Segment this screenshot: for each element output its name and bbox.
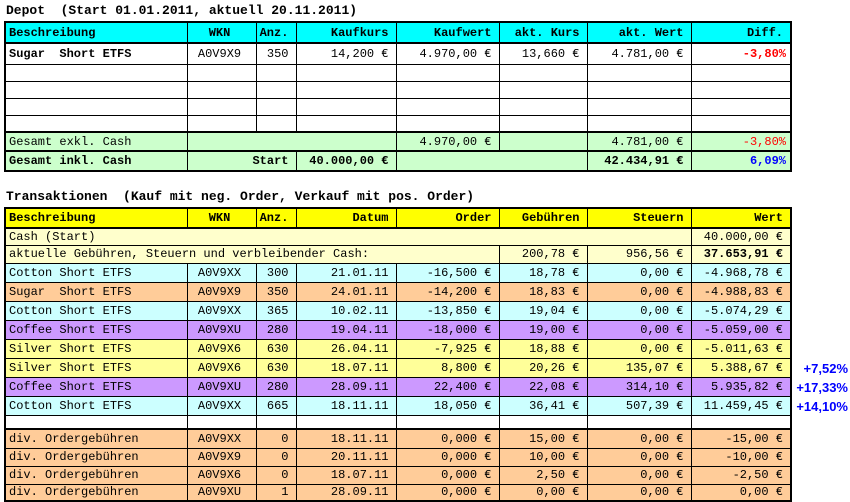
table-cell[interactable]: 18.07.11 — [296, 466, 396, 484]
table-cell[interactable]: -5.011,63 € — [691, 339, 791, 358]
table-cell[interactable]: Coffee Short ETFS — [5, 320, 187, 339]
column-header[interactable]: WKN — [187, 208, 256, 228]
table-cell[interactable]: 350 — [256, 282, 296, 301]
table-cell[interactable]: -16,500 € — [396, 263, 499, 282]
table-cell[interactable]: Cotton Short ETFS — [5, 396, 187, 415]
table-cell[interactable] — [396, 115, 499, 132]
table-cell[interactable] — [587, 81, 691, 98]
table-cell[interactable]: 630 — [256, 358, 296, 377]
table-cell[interactable]: A0V9X6 — [187, 466, 256, 484]
table-cell[interactable]: Start — [187, 151, 296, 171]
table-cell[interactable]: div. Ordergebühren — [5, 429, 187, 448]
table-cell[interactable]: Gesamt inkl. Cash — [5, 151, 187, 171]
table-cell[interactable] — [691, 415, 791, 429]
table-cell[interactable] — [499, 132, 587, 151]
table-cell[interactable]: 4.970,00 € — [396, 132, 499, 151]
table-cell[interactable] — [5, 415, 187, 429]
table-cell[interactable]: div. Ordergebühren — [5, 448, 187, 466]
table-cell[interactable]: 0,00 € — [587, 320, 691, 339]
table-cell[interactable]: 0,00 € — [499, 484, 587, 501]
table-cell[interactable]: -13,850 € — [396, 301, 499, 320]
table-cell[interactable]: 0,000 € — [396, 466, 499, 484]
table-cell[interactable]: A0V9XX — [187, 301, 256, 320]
table-cell[interactable]: 0,00 € — [587, 339, 691, 358]
table-cell[interactable]: 22,400 € — [396, 377, 499, 396]
column-header[interactable]: Kaufkurs — [296, 22, 396, 43]
table-cell[interactable]: Coffee Short ETFS — [5, 377, 187, 396]
table-cell[interactable]: 36,41 € — [499, 396, 587, 415]
table-cell[interactable]: 40.000,00 € — [691, 228, 791, 245]
table-cell[interactable]: A0V9XU — [187, 484, 256, 501]
table-cell[interactable]: 507,39 € — [587, 396, 691, 415]
table-cell[interactable]: 4.781,00 € — [587, 43, 691, 64]
transactions-table — [4, 207, 792, 502]
gain-annotation[interactable]: +7,52% — [803, 361, 848, 376]
table-cell[interactable]: 4.970,00 € — [396, 43, 499, 64]
table-cell[interactable]: 5.388,67 € — [691, 358, 791, 377]
table-cell[interactable]: -15,00 € — [691, 429, 791, 448]
table-cell[interactable] — [296, 64, 396, 81]
table-cell[interactable]: 18.07.11 — [296, 358, 396, 377]
table-cell[interactable]: A0V9XU — [187, 377, 256, 396]
table-cell[interactable]: -5.059,00 € — [691, 320, 791, 339]
table-cell[interactable]: 28.09.11 — [296, 377, 396, 396]
table-cell[interactable]: 0 — [256, 466, 296, 484]
transactions-title: Transaktionen (Kauf mit neg. Order, Verkauf mit pos. Order) — [6, 189, 475, 204]
table-cell[interactable]: 135,07 € — [587, 358, 691, 377]
table-cell[interactable]: 26.04.11 — [296, 339, 396, 358]
table-cell[interactable]: 0,00 € — [587, 466, 691, 484]
column-header[interactable]: Beschreibung — [5, 22, 187, 43]
table-cell[interactable]: 11.459,45 € — [691, 396, 791, 415]
table-cell[interactable]: 10,00 € — [499, 448, 587, 466]
table-cell[interactable]: A0V9X9 — [187, 448, 256, 466]
table-cell[interactable]: 0,00 € — [587, 429, 691, 448]
table-cell[interactable] — [5, 81, 187, 98]
table-cell[interactable]: 21.01.11 — [296, 263, 396, 282]
table-cell[interactable] — [499, 98, 587, 115]
table-cell[interactable]: 350 — [256, 43, 296, 64]
table-cell[interactable]: 0,00 € — [587, 448, 691, 466]
table-cell[interactable]: 15,00 € — [499, 429, 587, 448]
table-cell[interactable]: 200,78 € — [499, 245, 587, 263]
table-cell[interactable] — [187, 115, 256, 132]
table-cell[interactable]: div. Ordergebühren — [5, 484, 187, 501]
table-cell[interactable]: A0V9XX — [187, 429, 256, 448]
table-cell[interactable]: 0,000 € — [396, 429, 499, 448]
column-header[interactable]: Diff. — [691, 22, 791, 43]
table-cell[interactable] — [396, 98, 499, 115]
table-cell[interactable] — [499, 81, 587, 98]
table-cell[interactable]: 19,04 € — [499, 301, 587, 320]
table-cell[interactable] — [256, 98, 296, 115]
table-cell[interactable]: 2,50 € — [499, 466, 587, 484]
table-cell[interactable]: 365 — [256, 301, 296, 320]
table-cell[interactable]: 6,09% — [691, 151, 791, 171]
column-header[interactable]: Beschreibung — [5, 208, 187, 228]
table-cell[interactable] — [187, 81, 256, 98]
table-cell[interactable] — [587, 64, 691, 81]
table-cell[interactable]: A0V9XU — [187, 320, 256, 339]
table-cell[interactable] — [187, 415, 256, 429]
table-cell[interactable] — [587, 115, 691, 132]
table-cell[interactable]: 14,200 € — [296, 43, 396, 64]
table-cell[interactable]: -4.968,78 € — [691, 263, 791, 282]
table-cell[interactable] — [187, 132, 396, 151]
table-cell[interactable] — [187, 98, 256, 115]
table-cell[interactable] — [691, 81, 791, 98]
table-cell[interactable]: 630 — [256, 339, 296, 358]
column-header[interactable]: Wert — [691, 208, 791, 228]
table-cell[interactable]: 280 — [256, 320, 296, 339]
column-header[interactable]: Anz. — [256, 22, 296, 43]
table-cell[interactable] — [5, 115, 187, 132]
table-cell[interactable]: A0V9XX — [187, 396, 256, 415]
table-cell[interactable]: 665 — [256, 396, 296, 415]
table-cell[interactable] — [187, 64, 256, 81]
table-cell[interactable]: -2,50 € — [691, 466, 791, 484]
table-cell[interactable] — [5, 64, 187, 81]
table-cell[interactable]: 10.02.11 — [296, 301, 396, 320]
table-cell[interactable]: 8,800 € — [396, 358, 499, 377]
table-cell[interactable]: 0 — [256, 448, 296, 466]
table-cell[interactable]: 28.09.11 — [296, 484, 396, 501]
table-cell[interactable]: 300 — [256, 263, 296, 282]
table-cell[interactable]: Silver Short ETFS — [5, 339, 187, 358]
table-cell[interactable]: Silver Short ETFS — [5, 358, 187, 377]
column-header[interactable]: Kaufwert — [396, 22, 499, 43]
table-cell[interactable] — [256, 415, 296, 429]
column-header[interactable]: Anz. — [256, 208, 296, 228]
table-cell[interactable]: 19,00 € — [499, 320, 587, 339]
table-cell[interactable]: -10,00 € — [691, 448, 791, 466]
depot-table — [4, 21, 792, 172]
gain-annotation[interactable]: +17,33% — [796, 380, 848, 395]
table-cell[interactable]: 0,00 € — [587, 282, 691, 301]
table-cell[interactable]: 0,000 € — [396, 484, 499, 501]
table-cell[interactable]: -7,925 € — [396, 339, 499, 358]
column-header[interactable]: akt. Wert — [587, 22, 691, 43]
table-cell[interactable] — [396, 81, 499, 98]
table-cell[interactable]: A0V9XX — [187, 263, 256, 282]
table-cell[interactable] — [587, 415, 691, 429]
table-cell[interactable] — [587, 98, 691, 115]
table-cell[interactable]: 0,00 € — [587, 484, 691, 501]
table-cell[interactable]: 22,08 € — [499, 377, 587, 396]
table-cell[interactable] — [499, 115, 587, 132]
table-cell[interactable] — [256, 81, 296, 98]
depot-title: Depot (Start 01.01.2011, aktuell 20.11.2011) — [6, 3, 358, 18]
table-cell[interactable]: 5.935,82 € — [691, 377, 791, 396]
table-cell[interactable]: 0,00 € — [587, 301, 691, 320]
table-cell[interactable]: A0V9X9 — [187, 282, 256, 301]
column-header[interactable]: akt. Kurs — [499, 22, 587, 43]
gain-annotation[interactable]: +14,10% — [796, 399, 848, 414]
table-cell[interactable]: 18,83 € — [499, 282, 587, 301]
table-cell[interactable]: div. Ordergebühren — [5, 466, 187, 484]
table-cell[interactable]: -3,80% — [691, 43, 791, 64]
table-cell[interactable]: -5.074,29 € — [691, 301, 791, 320]
column-header[interactable]: WKN — [187, 22, 256, 43]
table-cell[interactable] — [396, 64, 499, 81]
column-header[interactable]: Gebühren — [499, 208, 587, 228]
table-cell[interactable] — [691, 98, 791, 115]
table-cell[interactable]: -14,200 € — [396, 282, 499, 301]
table-cell[interactable] — [499, 415, 587, 429]
table-cell[interactable] — [256, 64, 296, 81]
table-cell[interactable] — [5, 98, 187, 115]
column-header[interactable]: Steuern — [587, 208, 691, 228]
table-cell[interactable]: 18,78 € — [499, 263, 587, 282]
table-cell[interactable]: 24.01.11 — [296, 282, 396, 301]
table-cell[interactable]: 18,050 € — [396, 396, 499, 415]
table-cell[interactable] — [296, 115, 396, 132]
table-cell[interactable]: -3,80% — [691, 132, 791, 151]
table-cell[interactable]: 314,10 € — [587, 377, 691, 396]
column-header[interactable]: Order — [396, 208, 499, 228]
table-cell[interactable]: 956,56 € — [587, 245, 691, 263]
table-cell[interactable]: Cash (Start) — [5, 228, 691, 245]
table-cell[interactable]: Gesamt exkl. Cash — [5, 132, 187, 151]
table-cell[interactable] — [296, 98, 396, 115]
table-cell[interactable]: 13,660 € — [499, 43, 587, 64]
table-cell[interactable] — [396, 151, 587, 171]
table-cell[interactable]: Sugar Short ETFS — [5, 43, 187, 64]
table-cell[interactable]: 0,000 € — [396, 448, 499, 466]
table-cell[interactable]: 0,00 € — [691, 484, 791, 501]
column-header[interactable]: Datum — [296, 208, 396, 228]
table-cell[interactable] — [691, 64, 791, 81]
table-cell[interactable]: 42.434,91 € — [587, 151, 691, 171]
table-cell[interactable]: Cotton Short ETFS — [5, 263, 187, 282]
table-cell[interactable]: Cotton Short ETFS — [5, 301, 187, 320]
table-cell[interactable] — [691, 115, 791, 132]
table-cell[interactable]: 18.11.11 — [296, 429, 396, 448]
table-cell[interactable] — [256, 115, 296, 132]
table-cell[interactable]: 18,88 € — [499, 339, 587, 358]
table-cell[interactable]: Sugar Short ETFS — [5, 282, 187, 301]
table-cell[interactable]: 18.11.11 — [296, 396, 396, 415]
table-cell[interactable]: A0V9X6 — [187, 358, 256, 377]
table-cell[interactable]: 280 — [256, 377, 296, 396]
table-cell[interactable]: -18,000 € — [396, 320, 499, 339]
table-cell[interactable]: -4.988,83 € — [691, 282, 791, 301]
table-cell[interactable]: 20.11.11 — [296, 448, 396, 466]
table-cell[interactable]: 40.000,00 € — [296, 151, 396, 171]
table-cell[interactable]: 20,26 € — [499, 358, 587, 377]
table-cell[interactable]: 1 — [256, 484, 296, 501]
table-cell[interactable]: 0 — [256, 429, 296, 448]
table-cell[interactable] — [499, 64, 587, 81]
table-cell[interactable]: aktuelle Gebühren, Steuern und verbleibender Cash: — [5, 245, 499, 263]
table-cell[interactable]: A0V9X6 — [187, 339, 256, 358]
table-cell[interactable]: 4.781,00 € — [587, 132, 691, 151]
table-cell[interactable] — [396, 415, 499, 429]
table-cell[interactable]: 19.04.11 — [296, 320, 396, 339]
table-cell[interactable]: 0,00 € — [587, 263, 691, 282]
table-cell[interactable] — [296, 81, 396, 98]
table-cell[interactable]: A0V9X9 — [187, 43, 256, 64]
table-cell[interactable] — [296, 415, 396, 429]
table-cell[interactable]: 37.653,91 € — [691, 245, 791, 263]
